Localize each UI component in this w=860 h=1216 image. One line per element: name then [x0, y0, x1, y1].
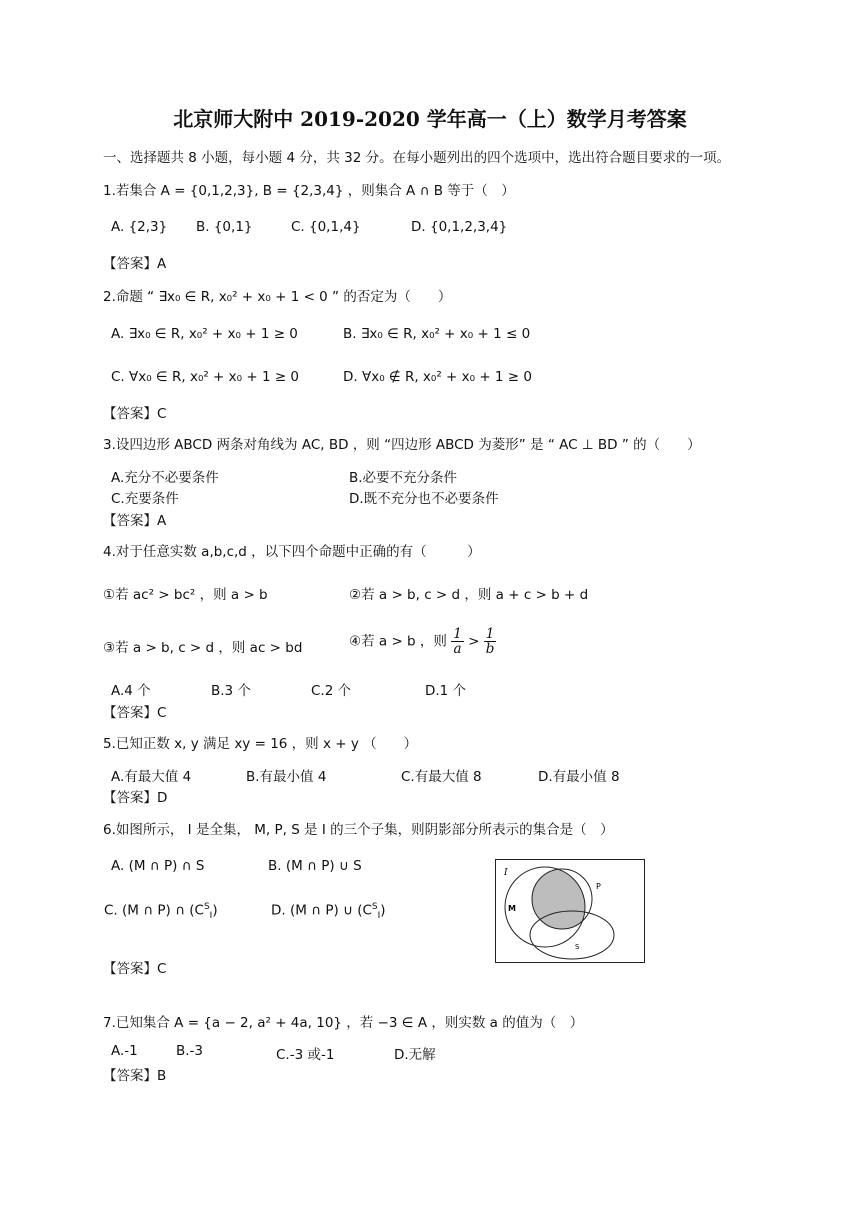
- question-5-option-a: A.有最大值 4: [111, 769, 192, 785]
- question-4-option-b: B.3 个: [211, 683, 251, 699]
- question-4-stem: 4.对于任意实数 a,b,c,d ，以下四个命题中正确的有（ ）: [103, 544, 481, 560]
- question-3-option-b: B.必要不充分条件: [349, 470, 458, 486]
- question-3-option-d: D.既不充分也不必要条件: [349, 491, 499, 507]
- question-4-option-a: A.4 个: [111, 683, 151, 699]
- question-1-option-c: C. {0,1,4}: [291, 219, 361, 235]
- question-4-proposition-1: ①若 ac² > bc² ，则 a > b: [103, 587, 268, 603]
- question-6-option-a: A. (M ∩ P) ∩ S: [111, 858, 205, 874]
- question-4-proposition-4: [349, 627, 496, 656]
- question-1-option-d: D. {0,1,2,3,4}: [411, 219, 508, 235]
- question-5-answer: 【答案】D: [103, 790, 168, 806]
- question-2-option-a: A. ∃x₀ ∈ R, x₀² + x₀ + 1 ≥ 0: [111, 326, 298, 342]
- question-1-answer: 【答案】A: [103, 256, 167, 272]
- question-6-answer: 【答案】C: [103, 961, 167, 977]
- question-5-stem: 5.已知正数 x, y 满足 xy = 16 ，则 x + y （ ）: [103, 736, 418, 752]
- venn-label-i: I: [504, 868, 508, 878]
- section-intro: 一、选择题共 8 小题，每小题 4 分，共 32 分。在每小题列出的四个选项中，选出符合题目要求的一项。: [103, 150, 731, 166]
- venn-label-s: S: [575, 943, 580, 951]
- question-4-proposition-4-text: ④若 a > b ，则: [349, 633, 447, 650]
- complement-close: ): [380, 902, 386, 919]
- question-6-stem: 6.如图所示， I 是全集， M, P, S 是 I 的三个子集，则阴影部分所表示的集合是（ ）: [103, 822, 614, 838]
- complement-superscript: S: [203, 902, 210, 912]
- question-6-option-c-text: C. (M ∩ P) ∩ (C: [104, 902, 204, 919]
- question-5-option-b: B.有最小值 4: [246, 769, 327, 785]
- question-4-option-d: D.1 个: [425, 683, 467, 699]
- question-1-stem: 1.若集合 A = {0,1,2,3}, B = {2,3,4} ，则集合 A ∩ B 等于（ ）: [103, 183, 515, 199]
- fraction-denominator: b: [485, 641, 495, 658]
- question-3-stem: 3.设四边形 ABCD 两条对角线为 AC, BD ，则 “四边形 ABCD 为菱形” 是 “ AC ⊥ BD ” 的（ ）: [103, 437, 701, 453]
- question-2-option-b: B. ∃x₀ ∈ R, x₀² + x₀ + 1 ≤ 0: [343, 326, 531, 342]
- fraction-numerator: 1: [485, 626, 495, 642]
- fraction-denominator: a: [453, 641, 462, 658]
- question-2-option-d: D. ∀x₀ ∉ R, x₀² + x₀ + 1 ≥ 0: [343, 369, 532, 385]
- question-5-option-c: C.有最大值 8: [401, 769, 482, 785]
- fraction-1-over-b: [484, 627, 497, 656]
- question-2-stem: 2.命题 “ ∃x₀ ∈ R, x₀² + x₀ + 1 < 0 ” 的否定为（ ）: [103, 289, 452, 305]
- document-title: 北京师大附中 2019-2020 学年高一（上）数学月考答案: [173, 107, 687, 131]
- fraction-operator: >: [468, 633, 480, 650]
- question-7-option-b: B.-3: [176, 1043, 204, 1059]
- fraction-1-over-a: [451, 627, 464, 656]
- question-3-option-a: A.充分不必要条件: [111, 470, 219, 486]
- question-6-option-d-text: D. (M ∩ P) ∪ (C: [271, 902, 372, 919]
- venn-label-p: P: [596, 882, 601, 891]
- question-7-stem: 7.已知集合 A = {a − 2, a² + 4a, 10} ，若 −3 ∈ A ，则实数 a 的值为（ ）: [103, 1015, 584, 1031]
- complement-superscript: S: [371, 902, 378, 912]
- question-4-proposition-3: ③若 a > b, c > d ，则 ac > bd: [103, 640, 303, 656]
- complement-subscript: I: [209, 911, 213, 922]
- question-5-option-d: D.有最小值 8: [538, 769, 620, 785]
- question-4-answer: 【答案】C: [103, 705, 167, 721]
- question-7-option-c: C.-3 或-1: [276, 1047, 335, 1063]
- question-2-answer: 【答案】C: [103, 406, 167, 422]
- question-7-option-a: A.-1: [111, 1043, 138, 1059]
- question-1-option-b: B. {0,1}: [196, 219, 253, 235]
- fraction-numerator: 1: [453, 626, 462, 642]
- question-6-option-c: [104, 902, 218, 921]
- complement-subscript: I: [377, 911, 381, 922]
- question-1-option-a: A. {2,3}: [111, 219, 168, 235]
- venn-diagram: [495, 859, 645, 963]
- question-3-option-c: C.充要条件: [111, 491, 179, 507]
- question-2-option-c: C. ∀x₀ ∈ R, x₀² + x₀ + 1 ≥ 0: [111, 369, 300, 385]
- question-4-proposition-2: ②若 a > b, c > d ，则 a + c > b + d: [349, 587, 589, 603]
- question-6-option-b: B. (M ∩ P) ∪ S: [268, 858, 362, 874]
- question-6-option-d: [271, 902, 386, 921]
- question-4-option-c: C.2 个: [311, 683, 352, 699]
- question-7-option-d: D.无解: [394, 1047, 436, 1063]
- complement-close: ): [212, 902, 218, 919]
- venn-label-m: M: [508, 904, 516, 913]
- question-7-answer: 【答案】B: [103, 1068, 167, 1084]
- question-3-answer: 【答案】A: [103, 513, 167, 529]
